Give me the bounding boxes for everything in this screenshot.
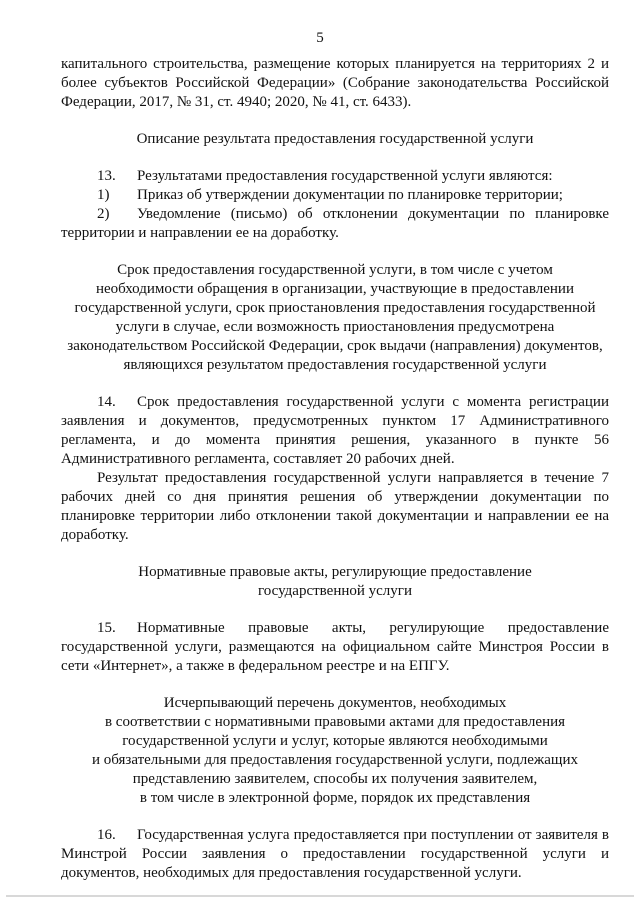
paragraph-13 [61,167,609,186]
heading-acts-line: Нормативные правовые акты, регулирующие предоставление [138,564,532,580]
heading-term-line: необходимости обращения в организации, участвующие в предоставлении [96,281,574,297]
heading-docs-line: Исчерпывающий перечень документов, необходимых [163,695,507,711]
paragraph-15-number: 15. [97,620,116,636]
heading-docs-line: в том числе в электронной форме, порядок их представления [139,790,531,806]
item-2-number: 2) [97,206,110,222]
heading-acts-line: государственной услуги [258,583,412,599]
heading-docs-line: представлению заявителем, способы их получения заявителем, [132,771,538,787]
heading-term-line: государственной услуги, срок приостановления предоставления государственной [74,300,596,316]
heading-docs [61,694,609,808]
paragraph-14 [61,393,609,469]
document-body [61,55,609,883]
heading-term-line: законодательством Российской Федерации, срок выдачи (направления) документов, [67,338,603,354]
item-2-text: Уведомление (письмо) об отклонении документации по планировке территории и направлении ее на доработку. [61,206,609,241]
paragraph-13-item-1 [61,186,609,205]
paragraph-16-text: Государственная услуга предоставляется при поступлении от заявителя в Минстрой России заявления о предоставлении государственной услуги и документов, необходимых для предоставления государственной услуги. [61,827,609,881]
item-1-number: 1) [97,187,110,203]
page-number: 5 [316,30,324,46]
heading-docs-line: государственной услуги и услуг, которые являются необходимыми [122,733,548,749]
heading-term [61,261,609,375]
heading-docs-line: в соответствии с нормативными правовыми актами для предоставления [104,714,566,730]
paragraph-14-continued: Результат предоставления государственной услуги направляется в течение 7 рабочих дней со дня принятия решения об утверждении документации по планировке территории либо отклонении такой документации и направлении ее на доработку. [61,470,609,543]
paragraph-14-text: Срок предоставления государственной услуги с момента регистрации заявления и документов, предусмотренных пунктом 17 Административного регламента, и до момента принятия решения, указанного в пункте 56 Административного регламента, составляет 20 рабочих дней. [61,394,609,467]
heading-result: Описание результата предоставления государственной услуги [136,131,534,147]
paragraph-16-number: 16. [97,827,116,843]
paragraph-13-text: Результатами предоставления государственной услуги являются: [137,168,553,184]
heading-docs-line: и обязательными для предоставления государственной услуги, подлежащих [91,752,579,768]
heading-term-line: являющихся результатом предоставления государственной услуги [123,357,547,373]
paragraph-15 [61,619,609,676]
paragraph-16 [61,826,609,883]
heading-term-line: услуги в случае, если возможность приостановления предусмотрена [115,319,555,335]
paragraph-14-number: 14. [97,394,116,410]
heading-acts [61,563,609,601]
paragraph-13-item-2 [61,205,609,243]
intro-paragraph: капитального строительства, размещение которых планируется на территориях 2 и более субъектов Российской Федерации» (Собрание законодательства Российской Федерации, 2017, № 31, ст. 4940; 2020, № 41, ст. 6433). [61,56,609,110]
scan-edge-line [6,895,634,897]
paragraph-13-number: 13. [97,168,116,184]
paragraph-15-text: Нормативные правовые акты, регулирующие предоставление государственной услуги, размещаются на официальном сайте Минстроя России в сети «Интернет», а также в федеральном реестре и на ЕПГУ. [61,620,609,674]
item-1-text: Приказ об утверждении документации по планировке территории; [137,187,563,203]
heading-term-line: Срок предоставления государственной услуги, в том числе с учетом [117,262,553,278]
